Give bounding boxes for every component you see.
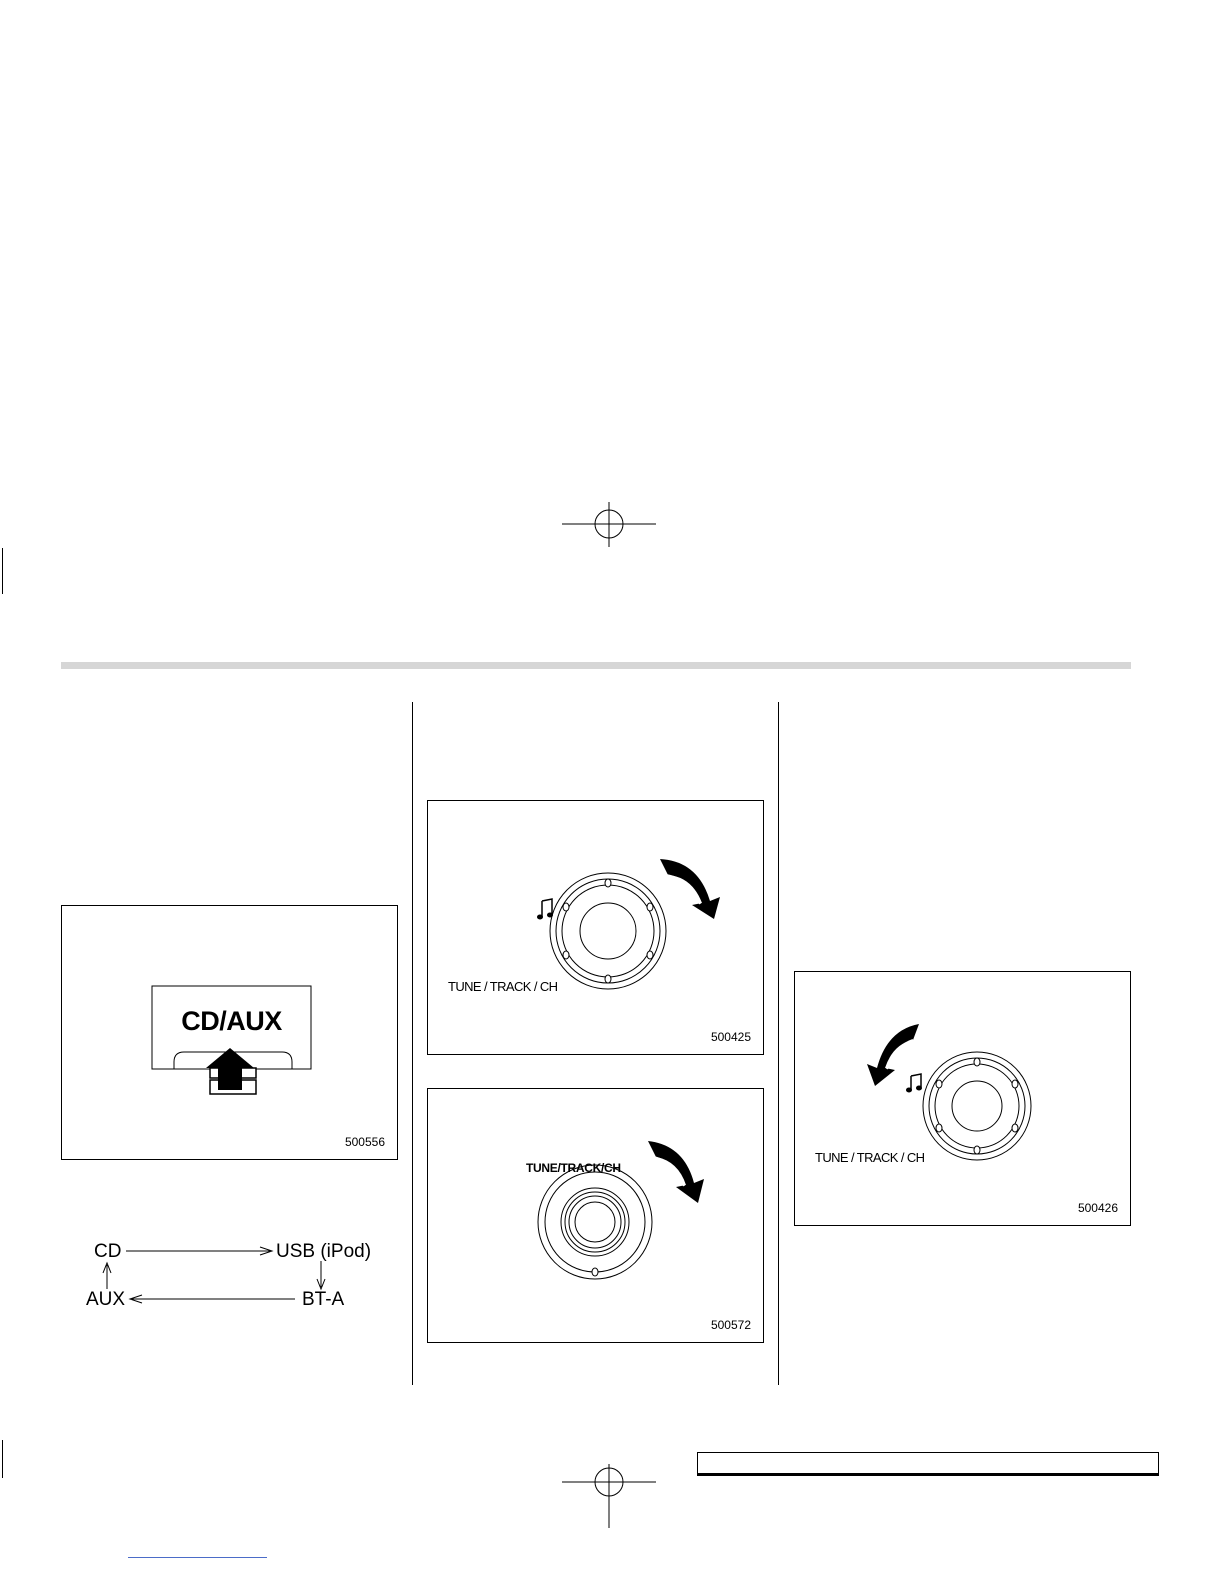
music-note-icon xyxy=(906,1074,922,1093)
crop-mark-icon xyxy=(560,500,660,550)
knob-label: TUNE/TRACK/CH xyxy=(526,1161,621,1175)
knob-label: TUNE / TRACK / CH xyxy=(448,979,558,994)
edge-mark xyxy=(2,1440,3,1478)
knob-icon xyxy=(923,1052,1031,1160)
mode-usb: USB (iPod) xyxy=(276,1241,372,1262)
figure-code: 500426 xyxy=(1077,1201,1118,1215)
column-divider xyxy=(412,702,413,1385)
figure-tune-cw-2 xyxy=(427,1088,764,1343)
knob-icon xyxy=(538,1165,652,1279)
section-rule xyxy=(61,662,1131,669)
knob-icon xyxy=(550,873,666,989)
column-divider xyxy=(778,702,779,1385)
link-underline[interactable] xyxy=(128,1557,267,1558)
mode-cycle-diagram xyxy=(80,1235,380,1315)
figure-code: 500572 xyxy=(710,1318,751,1332)
mode-aux: AUX xyxy=(86,1289,126,1310)
flow-arrows xyxy=(80,1235,380,1315)
crop-mark-icon xyxy=(560,1462,660,1532)
figure-tune-ccw xyxy=(794,971,1131,1226)
rotate-arrow-icon xyxy=(648,1141,704,1203)
cd-aux-button-label: CD/AUX xyxy=(181,1006,282,1036)
edge-mark xyxy=(2,548,3,594)
figure-tune-cw-1 xyxy=(427,800,764,1055)
push-arrow-icon xyxy=(198,1046,268,1101)
footer-box xyxy=(697,1452,1159,1476)
rotate-arrow-icon xyxy=(660,859,720,919)
music-note-icon xyxy=(537,899,553,920)
figure-cd-aux xyxy=(61,905,398,1160)
mode-cd: CD xyxy=(94,1241,122,1262)
mode-bta: BT-A xyxy=(302,1289,345,1310)
figure-code: 500425 xyxy=(710,1030,751,1044)
figure-code: 500556 xyxy=(344,1135,385,1149)
knob-label: TUNE / TRACK / CH xyxy=(815,1150,925,1165)
